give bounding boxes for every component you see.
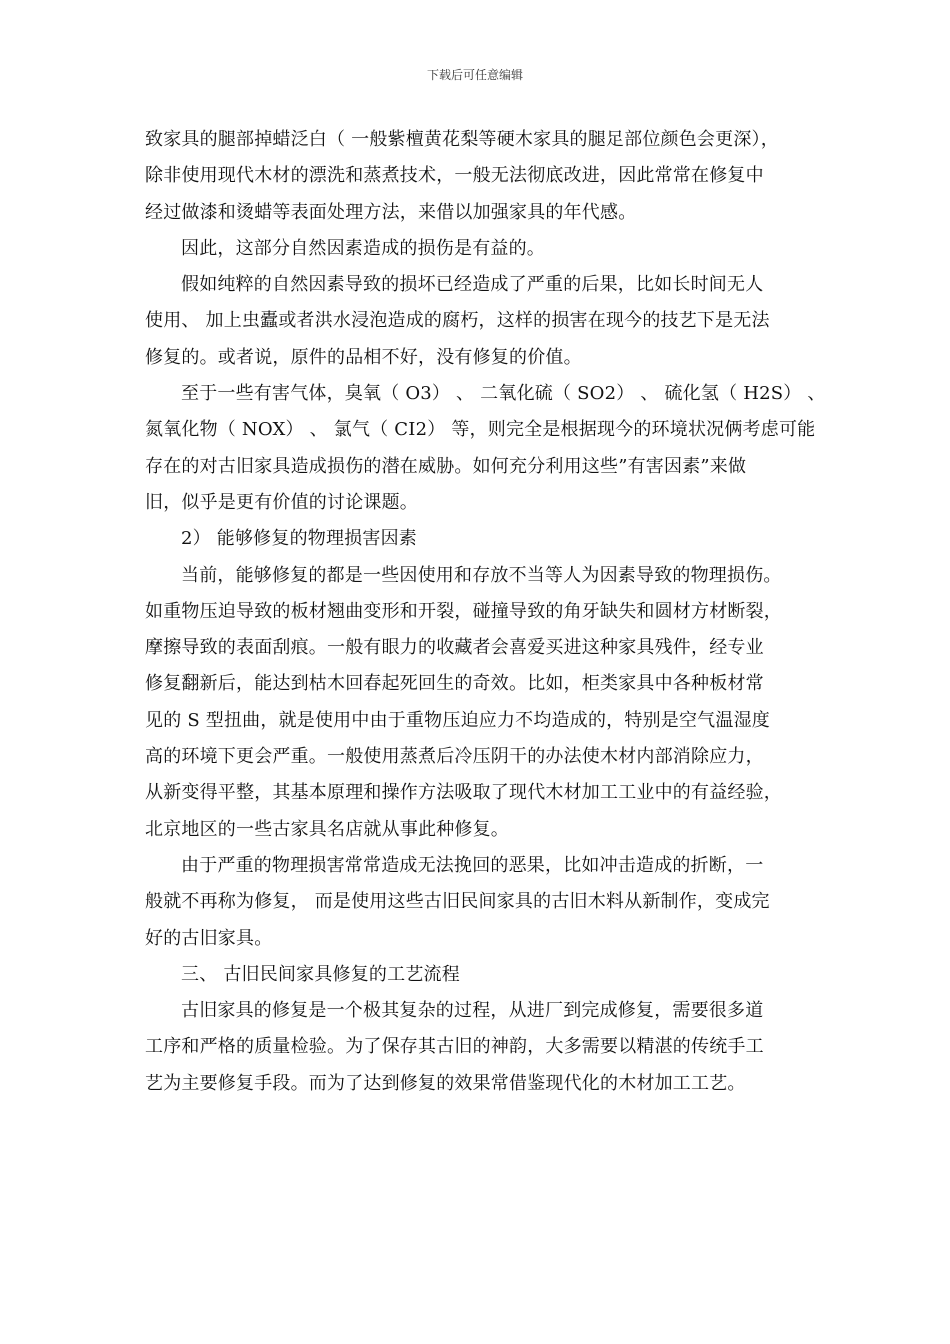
text-line: 氮氧化物（ NOX） 、 氯气（ CI2） 等，则完全是根据现今的环境状况俩考虑可能 (145, 419, 816, 441)
section-heading: 2） 能够修复的物理损害因素 (181, 528, 417, 550)
paragraph-start: 由于严重的物理损害常常造成无法挽回的恶果，比如冲击造成的折断，一 (181, 854, 764, 876)
text-line: 致家具的腿部掉蜡泛白（ 一般紫檀黄花梨等硬木家具的腿足部位颜色会更深）， (145, 129, 779, 150)
text-line: 高的环境下更会严重。一般使用蒸煮后冷压阴干的办法使木材内部消除应力， (145, 746, 764, 768)
text-line: 工序和严格的质量检验。为了保存其古旧的神韵，大多需要以精湛的传统手工 (145, 1036, 764, 1058)
text-line: 除非使用现代木材的漂洗和蒸煮技术，一般无法彻底改进，因此常常在修复中 (145, 165, 764, 187)
text-line: 使用、 加上虫蠹或者洪水浸泡造成的腐朽，这样的损害在现今的技艺下是无法 (145, 310, 770, 332)
paragraph-start: 当前，能够修复的都是一些因使用和存放不当等人为因素导致的物理损伤。 (181, 564, 782, 586)
paragraph-start: 古旧家具的修复是一个极其复杂的过程，从进厂到完成修复，需要很多道 (181, 1000, 764, 1022)
page-header: 下载后可任意编辑 (426, 68, 523, 82)
document-body (145, 122, 830, 1102)
text-line: 存在的对古旧家具造成损伤的潜在威胁。如何充分利用这些”有害因素”来做 (145, 455, 747, 477)
paragraph-start: 因此，这部分自然因素造成的损伤是有益的。 (181, 237, 545, 259)
text-line: 北京地区的一些古家具名店就从事此种修复。 (145, 818, 509, 840)
text-line: 修复的。或者说，原件的品相不好，没有修复的价值。 (145, 346, 582, 368)
text-line: 艺为主要修复手段。而为了达到修复的效果常借鉴现代化的木材加工工艺。 (145, 1072, 746, 1094)
text-line: 修复翻新后，能达到枯木回春起死回生的奇效。比如，柜类家具中各种板材常 (145, 673, 764, 695)
paragraph-start: 假如纯粹的自然因素导致的损坏已经造成了严重的后果，比如长时间无人 (181, 274, 764, 296)
text-line: 见的 S 型扭曲，就是使用中由于重物压迫应力不均造成的，特别是空气温湿度 (145, 709, 770, 731)
text-line: 从新变得平整，其基本原理和操作方法吸取了现代木材加工工业中的有益经验， (145, 782, 782, 804)
text-line: 般就不再称为修复， 而是使用这些古旧民间家具的古旧木料从新制作，变成完 (145, 891, 770, 913)
text-line: 摩擦导致的表面刮痕。一般有眼力的收藏者会喜爱买进这种家具残件，经专业 (145, 637, 764, 659)
text-line: 如重物压迫导致的板材翘曲变形和开裂，碰撞导致的角牙缺失和圆材方材断裂， (145, 600, 782, 622)
text-line: 好的古旧家具。 (145, 927, 273, 949)
paragraph-start: 至于一些有害气体，臭氧（ O3） 、 二氧化硫（ SO2） 、 硫化氢（ H2S） 、 (181, 383, 826, 405)
text-line: 经过做漆和烫蜡等表面处理方法，来借以加强家具的年代感。 (145, 201, 637, 223)
section-heading: 三、 古旧民间家具修复的工艺流程 (181, 963, 460, 985)
text-line: 旧，似乎是更有价值的讨论课题。 (145, 491, 418, 513)
